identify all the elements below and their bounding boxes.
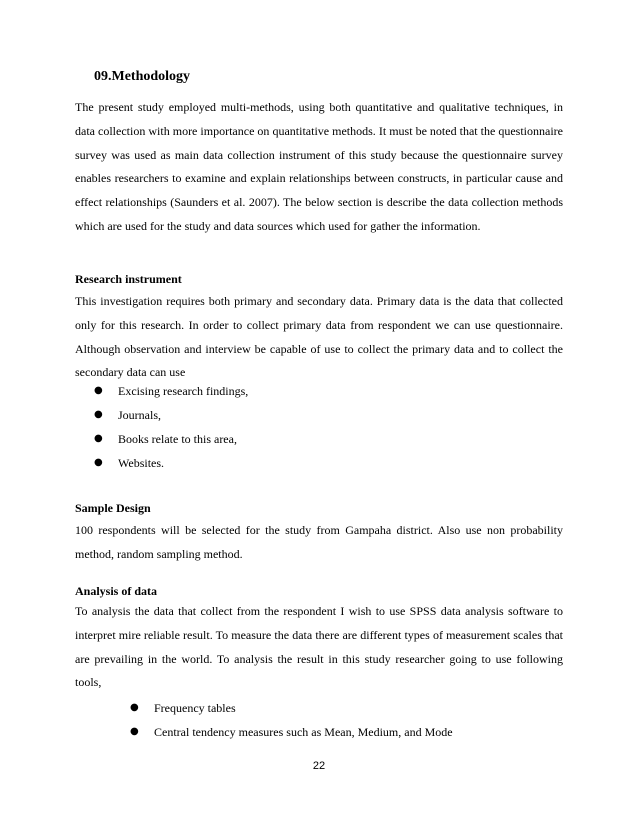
analysis-heading: Analysis of data — [75, 584, 158, 598]
analysis-tools-list — [130, 696, 453, 744]
bullet-icon: ● — [94, 409, 103, 420]
research-sources-list — [94, 379, 248, 475]
research-instrument-paragraph: This investigation requires both primary and secondary data. Primary data is the data that collected only for this research. In order to collect primary data from respondent we can use questionnaire. Although observation and interview be capable of use to collect the primary data and to collect the secondary data can use — [75, 294, 563, 380]
bullet-icon: ● — [94, 385, 103, 396]
analysis-paragraph: To analysis the data that collect from the respondent I wish to use SPSS data analysis software to interpret mire reliable result. To measure the data there are different types of measurement scales that are prevailing in the world. To analysis the result in this study researcher going to use following tools, — [75, 604, 563, 690]
page-number: 22 — [312, 760, 326, 772]
bullet-icon: ● — [94, 457, 103, 468]
list-item: ● Journals, — [94, 403, 248, 427]
bullet-icon: ● — [130, 726, 139, 737]
methodology-heading: 09.Methodology — [94, 69, 191, 84]
list-item: ● Frequency tables — [130, 696, 453, 720]
list-item: ● Websites. — [94, 451, 248, 475]
bullet-icon: ● — [130, 702, 139, 713]
bullet-icon: ● — [94, 433, 103, 444]
list-item: ● Excising research findings, — [94, 379, 248, 403]
list-item: ● Central tendency measures such as Mean, Medium, and Mode — [130, 720, 453, 744]
methodology-paragraph: The present study employed multi-methods, using both quantitative and qualitative techniques, in data collection with more importance on quantitative methods. It must be noted that the questionnaire survey was used as main data collection instrument of this study because the questionnaire survey enables researchers to examine and explain relationships between constructs, in particular cause and effect relationships (Saunders et al. 2007). The below section is describe the data collection methods which are used for the study and data sources which used for gather the information. — [75, 100, 563, 233]
sample-design-paragraph: 100 respondents will be selected for the study from Gampaha district. Also use non probability method, random sampling method. — [75, 523, 563, 561]
sample-design-heading: Sample Design — [75, 501, 151, 515]
research-instrument-heading: Research instrument — [75, 272, 182, 286]
list-item: ● Books relate to this area, — [94, 427, 248, 451]
